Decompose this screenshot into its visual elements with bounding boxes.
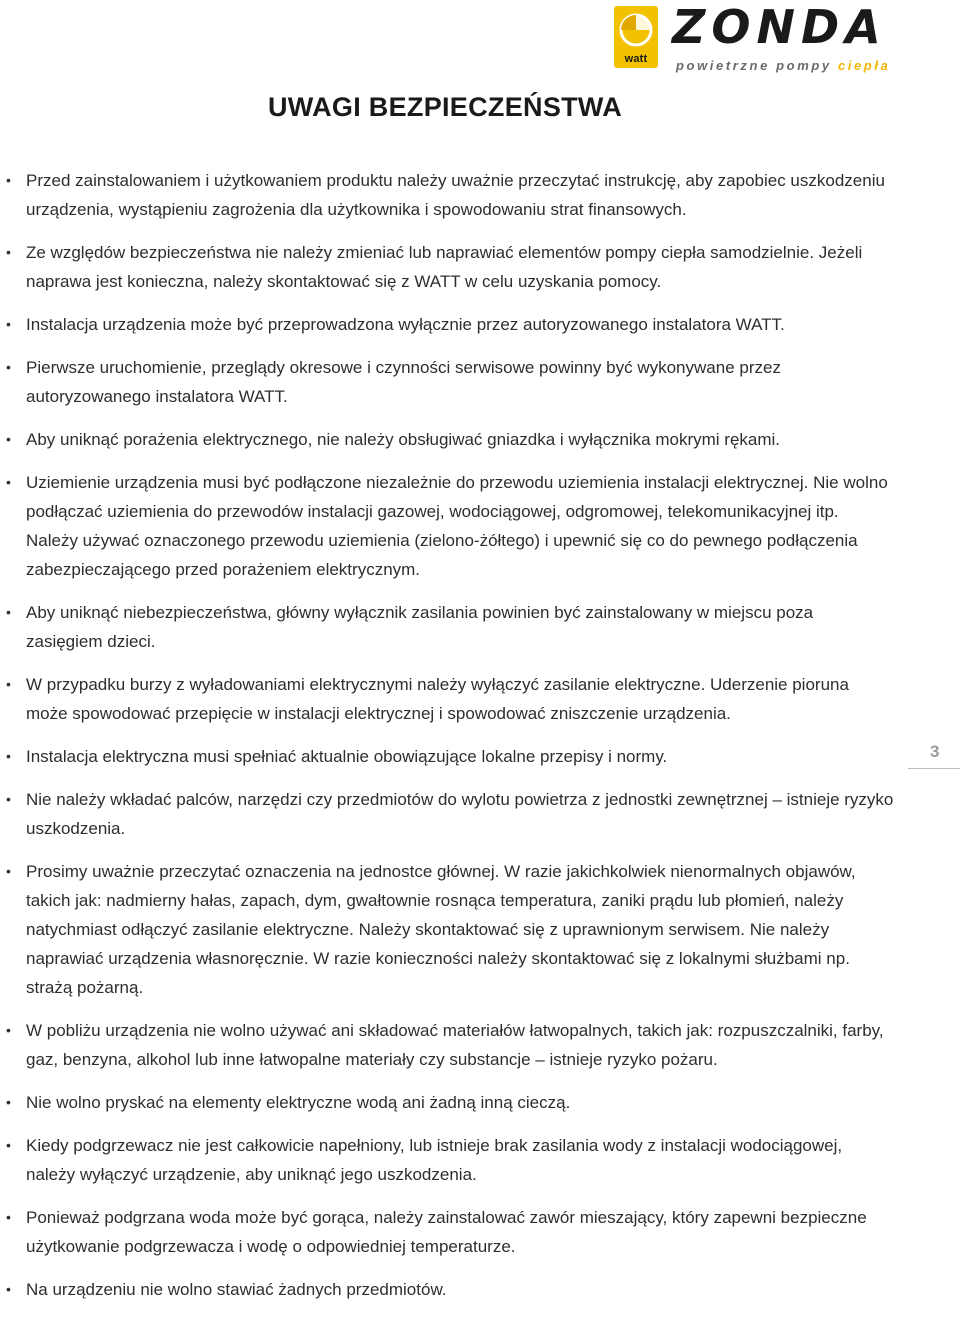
item-text: W przypadku burzy z wyładowaniami elektrycznymi należy wyłączyć zasilanie elektryczne. Uderzenie pioruna może spowodować przepięcie w instalacji elektrycznej i spowodować zniszczenie urządzenia. — [26, 675, 849, 723]
bullet: • — [6, 748, 11, 764]
list-item — [6, 670, 894, 728]
safety-list — [6, 166, 894, 1304]
list-item — [6, 785, 894, 843]
item-text: Aby uniknąć porażenia elektrycznego, nie należy obsługiwać gniazdka i wyłącznika mokrymi rękami. — [26, 430, 781, 449]
brand-logo — [614, 0, 894, 76]
page-title: UWAGI BEZPIECZEŃSTWA — [268, 92, 623, 122]
item-text: Instalacja elektryczna musi spełniać aktualnie obowiązujące lokalne przepisy i normy. — [26, 747, 668, 766]
item-text: Prosimy uważnie przeczytać oznaczenia na jednostce głównej. W razie jakichkolwiek nienormalnych objawów, takich jak: nadmierny hałas, zapach, dym, gwałtownie rosnąca temperatura, zaniki prądu lub płomień, należy natychmiast odłączyć zasilanie elektryczne. Należy skontaktować się z uprawnionym serwisem. Nie należy naprawiać urządzenia własnoręcznie. W razie konieczności należy skontaktować się z lokalnymi służbami np. strażą pożarną. — [26, 862, 856, 997]
bullet: • — [6, 863, 11, 879]
item-text: W pobliżu urządzenia nie wolno używać ani składować materiałów łatwopalnych, takich jak: rozpuszczalniki, farby, gaz, benzyna, alkohol lub inne łatwopalne materiały czy substancje – istnieje ryzyko pożaru. — [26, 1021, 884, 1069]
item-text: Ponieważ podgrzana woda może być gorąca, należy zainstalować zawór mieszający, który zapewni bezpieczne użytkowanie podgrzewacza i wodę o odpowiedniej temperaturze. — [26, 1208, 867, 1256]
list-item — [6, 1275, 894, 1304]
bullet: • — [6, 244, 11, 260]
list-item — [6, 1016, 894, 1074]
list-item — [6, 468, 894, 584]
tagline-main: powietrzne pompy — [676, 58, 838, 73]
list-item — [6, 238, 894, 296]
item-text: Instalacja urządzenia może być przeprowadzona wyłącznie przez autoryzowanego instalatora WATT. — [26, 315, 785, 334]
list-item — [6, 166, 894, 224]
list-item — [6, 1131, 894, 1189]
zonda-wordmark: ZONDA — [672, 0, 887, 54]
list-item — [6, 742, 894, 771]
bullet: • — [6, 1137, 11, 1153]
item-text: Na urządzeniu nie wolno stawiać żadnych przedmiotów. — [26, 1280, 447, 1299]
list-item — [6, 1088, 894, 1117]
list-item — [6, 1203, 894, 1261]
item-text: Aby uniknąć niebezpieczeństwa, główny wyłącznik zasilania powinien być zainstalowany w miejscu poza zasięgiem dzieci. — [26, 603, 814, 651]
tagline-accent: ciepła — [837, 58, 891, 73]
item-text: Nie wolno pryskać na elementy elektryczne wodą ani żadną inną cieczą. — [26, 1093, 571, 1112]
bullet: • — [6, 359, 11, 375]
bullet: • — [6, 316, 11, 332]
item-text: Nie należy wkładać palców, narzędzi czy przedmiotów do wylotu powietrza z jednostki zewnętrznej – istnieje ryzyko uszkodzenia. — [26, 790, 894, 838]
page-number: 3 — [930, 742, 940, 761]
bullet: • — [6, 676, 11, 692]
list-item — [6, 598, 894, 656]
bullet: • — [6, 1094, 11, 1110]
item-text: Przed zainstalowaniem i użytkowaniem produktu należy uważnie przeczytać instrukcję, aby zapobiec uszkodzeniu urządzenia, wystąpieniu zagrożenia dla użytkownika i spowodowaniu strat finansowych. — [26, 171, 885, 219]
list-item — [6, 425, 894, 454]
bullet: • — [6, 1209, 11, 1225]
bullet: • — [6, 791, 11, 807]
item-text: Pierwsze uruchomienie, przeglądy okresowe i czynności serwisowe powinny być wykonywane przez autoryzowanego instalatora WATT. — [26, 358, 781, 406]
bullet: • — [6, 1281, 11, 1297]
bullet: • — [6, 604, 11, 620]
page-number-rule — [908, 768, 960, 769]
list-item — [6, 353, 894, 411]
item-text: Uziemienie urządzenia musi być podłączone niezależnie do przewodu uziemienia instalacji elektrycznej. Nie wolno podłączać uziemienia do przewodów instalacji gazowej, wodociągowej, odgromowej, telekomunikacyjnej itp. Należy używać oznaczonego przewodu uziemienia (zielono-żółtego) i upewnić się co do pewnego podłączenia zabezpieczającego przed porażeniem elektrycznym. — [26, 473, 888, 579]
list-item — [6, 310, 894, 339]
watt-wordmark: watt — [624, 53, 648, 65]
item-text: Kiedy podgrzewacz nie jest całkowicie napełniony, lub istnieje brak zasilania wody z instalacji wodociągowej, należy wyłączyć urządzenie, aby uniknąć jego uszkodzenia. — [26, 1136, 843, 1184]
item-text: Ze względów bezpieczeństwa nie należy zmieniać lub naprawiać elementów pompy ciepła samodzielnie. Jeżeli naprawa jest konieczna, należy skontaktować się z WATT w celu uzyskania pomocy. — [26, 243, 863, 291]
bullet: • — [6, 474, 11, 490]
list-item — [6, 857, 894, 1002]
bullet: • — [6, 1022, 11, 1038]
brand-tagline — [676, 58, 890, 73]
bullet: • — [6, 431, 11, 447]
bullet: • — [6, 172, 11, 188]
watt-logo — [614, 6, 658, 68]
